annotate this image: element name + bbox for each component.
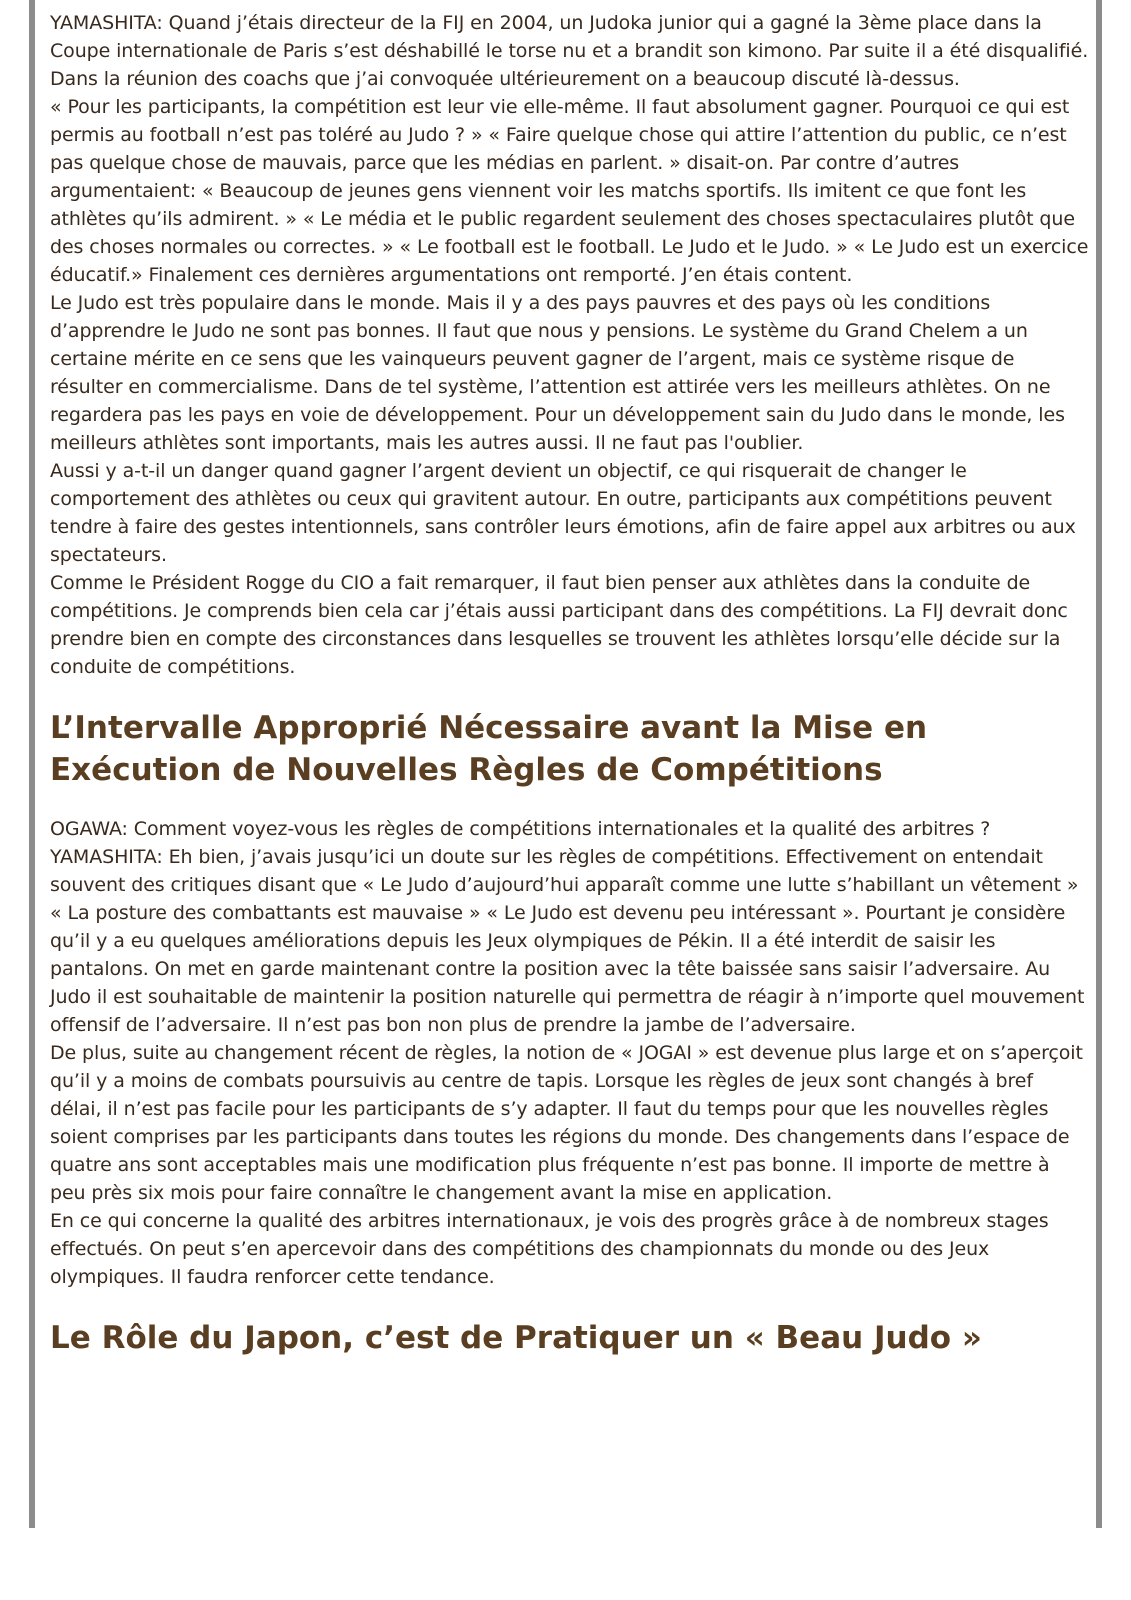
- paragraph: Aussi y a-t-il un danger quand gagner l’argent devient un objectif, ce qui risquerait de changer le comportement des athlètes ou ceux qui gravitent autour. En outre, participants aux compétitions peuvent tendre à faire des gestes intentionnels, sans contrôler leurs émotions, afin de faire appel aux arbitres ou aux spectateurs.: [50, 460, 1076, 566]
- paragraph: De plus, suite au changement récent de règles, la notion de « JOGAI » est devenue plus large et on s’aperçoit qu’il y a moins de combats poursuivis au centre de tapis. Lorsque les règles de jeux sont changés à bref délai, il n’est pas facile pour les participants de s’y adapter. Il faut du temps pour que les nouvelles règles soient comprises par les participants dans toutes les régions du monde. Des changements dans l’espace de quatre ans sont acceptables mais une modification plus fréquente n’est pas bonne. Il importe de mettre à peu près six mois pour faire connaître le changement avant la mise en application.: [50, 1042, 1083, 1204]
- right-margin-rule: [1096, 0, 1102, 1528]
- paragraph: Comme le Président Rogge du CIO a fait remarquer, il faut bien penser aux athlètes dans la conduite de compétitions. Je comprends bien cela car j’étais aussi participant dans des compétitions. La FIJ devrait donc prendre bien en compte des circonstances dans lesquelles se trouvent les athlètes lorsqu’elle décide sur la conduite de compétitions.: [50, 572, 1068, 678]
- paragraph: YAMASHITA: Quand j’étais directeur de la FIJ en 2004, un Judoka junior qui a gagné la 3ème place dans la Coupe internationale de Paris s’est déshabillé le torse nu et a brandit son kimono. Par suite il a été disqualifié. Dans la réunion des coachs que j’ai convoquée ultérieurement on a beaucoup discuté là-dessus.: [50, 12, 1089, 90]
- paragraph: YAMASHITA: Eh bien, j’avais jusqu’ici un doute sur les règles de compétitions. Effectivement on entendait souvent des critiques disant que « Le Judo d’aujourd’hui apparaît comme une lutte s’habillant un vêtement » « La posture des combattants est mauvaise » « Le Judo est devenu peu intéressant ». Pourtant je considère qu’il y a eu quelques améliorations depuis les Jeux olympiques de Pékin. Il a été interdit de saisir les pantalons. On met en garde maintenant contre la position avec la tête baissée sans saisir l’adversaire. Au Judo il est souhaitable de maintenir la position naturelle qui permettra de réagir à n’importe quel mouvement offensif de l’adversaire. Il n’est pas bon non plus de prendre la jambe de l’adversaire.: [50, 846, 1085, 1036]
- article-body: [50, 9, 1090, 1359]
- paragraph: OGAWA: Comment voyez-vous les règles de compétitions internationales et la qualité des arbitres ?: [50, 818, 991, 840]
- paragraph: Le Judo est très populaire dans le monde. Mais il y a des pays pauvres et des pays où les conditions d’apprendre le Judo ne sont pas bonnes. Il faut que nous y pensions. Le système du Grand Chelem a un certaine mérite en ce sens que les vainqueurs peuvent gagner de l’argent, mais ce système risque de résulter en commercialisme. Dans de tel système, l’attention est attirée vers les meilleurs athlètes. On ne regardera pas les pays en voie de développement. Pour un développement sain du Judo dans le monde, les meilleurs athlètes sont importants, mais les autres aussi. Il ne faut pas l'oublier.: [50, 292, 1065, 454]
- section-heading: Le Rôle du Japon, c’est de Pratiquer un « Beau Judo »: [50, 1320, 982, 1356]
- left-margin-rule: [29, 0, 35, 1528]
- paragraph: « Pour les participants, la compétition est leur vie elle-même. Il faut absolument gagner. Pourquoi ce qui est permis au football n’est pas toléré au Judo ? » « Faire quelque chose qui attire l’attention du public, ce n’est pas quelque chose de mauvais, parce que les médias en parlent. » disait-on. Par contre d’autres argumentaient: « Beaucoup de jeunes gens viennent voir les matchs sportifs. Ils imitent ce que font les athlètes qu’ils admirent. » « Le média et le public regardent seulement des choses spectaculaires plutôt que des choses normales ou correctes. » « Le football est le football. Le Judo et le Judo. » « Le Judo est un exercice éducatif.» Finalement ces dernières argumentations ont remporté. J’en étais content.: [50, 96, 1089, 286]
- paragraph: En ce qui concerne la qualité des arbitres internationaux, je vois des progrès grâce à de nombreux stages effectués. On peut s’en apercevoir dans des compétitions des championnats du monde ou des Jeux olympiques. Il faudra renforcer cette tendance.: [50, 1210, 1049, 1288]
- section-heading: L’Intervalle Approprié Nécessaire avant la Mise en Exécution de Nouvelles Règles de Compétitions: [50, 710, 928, 788]
